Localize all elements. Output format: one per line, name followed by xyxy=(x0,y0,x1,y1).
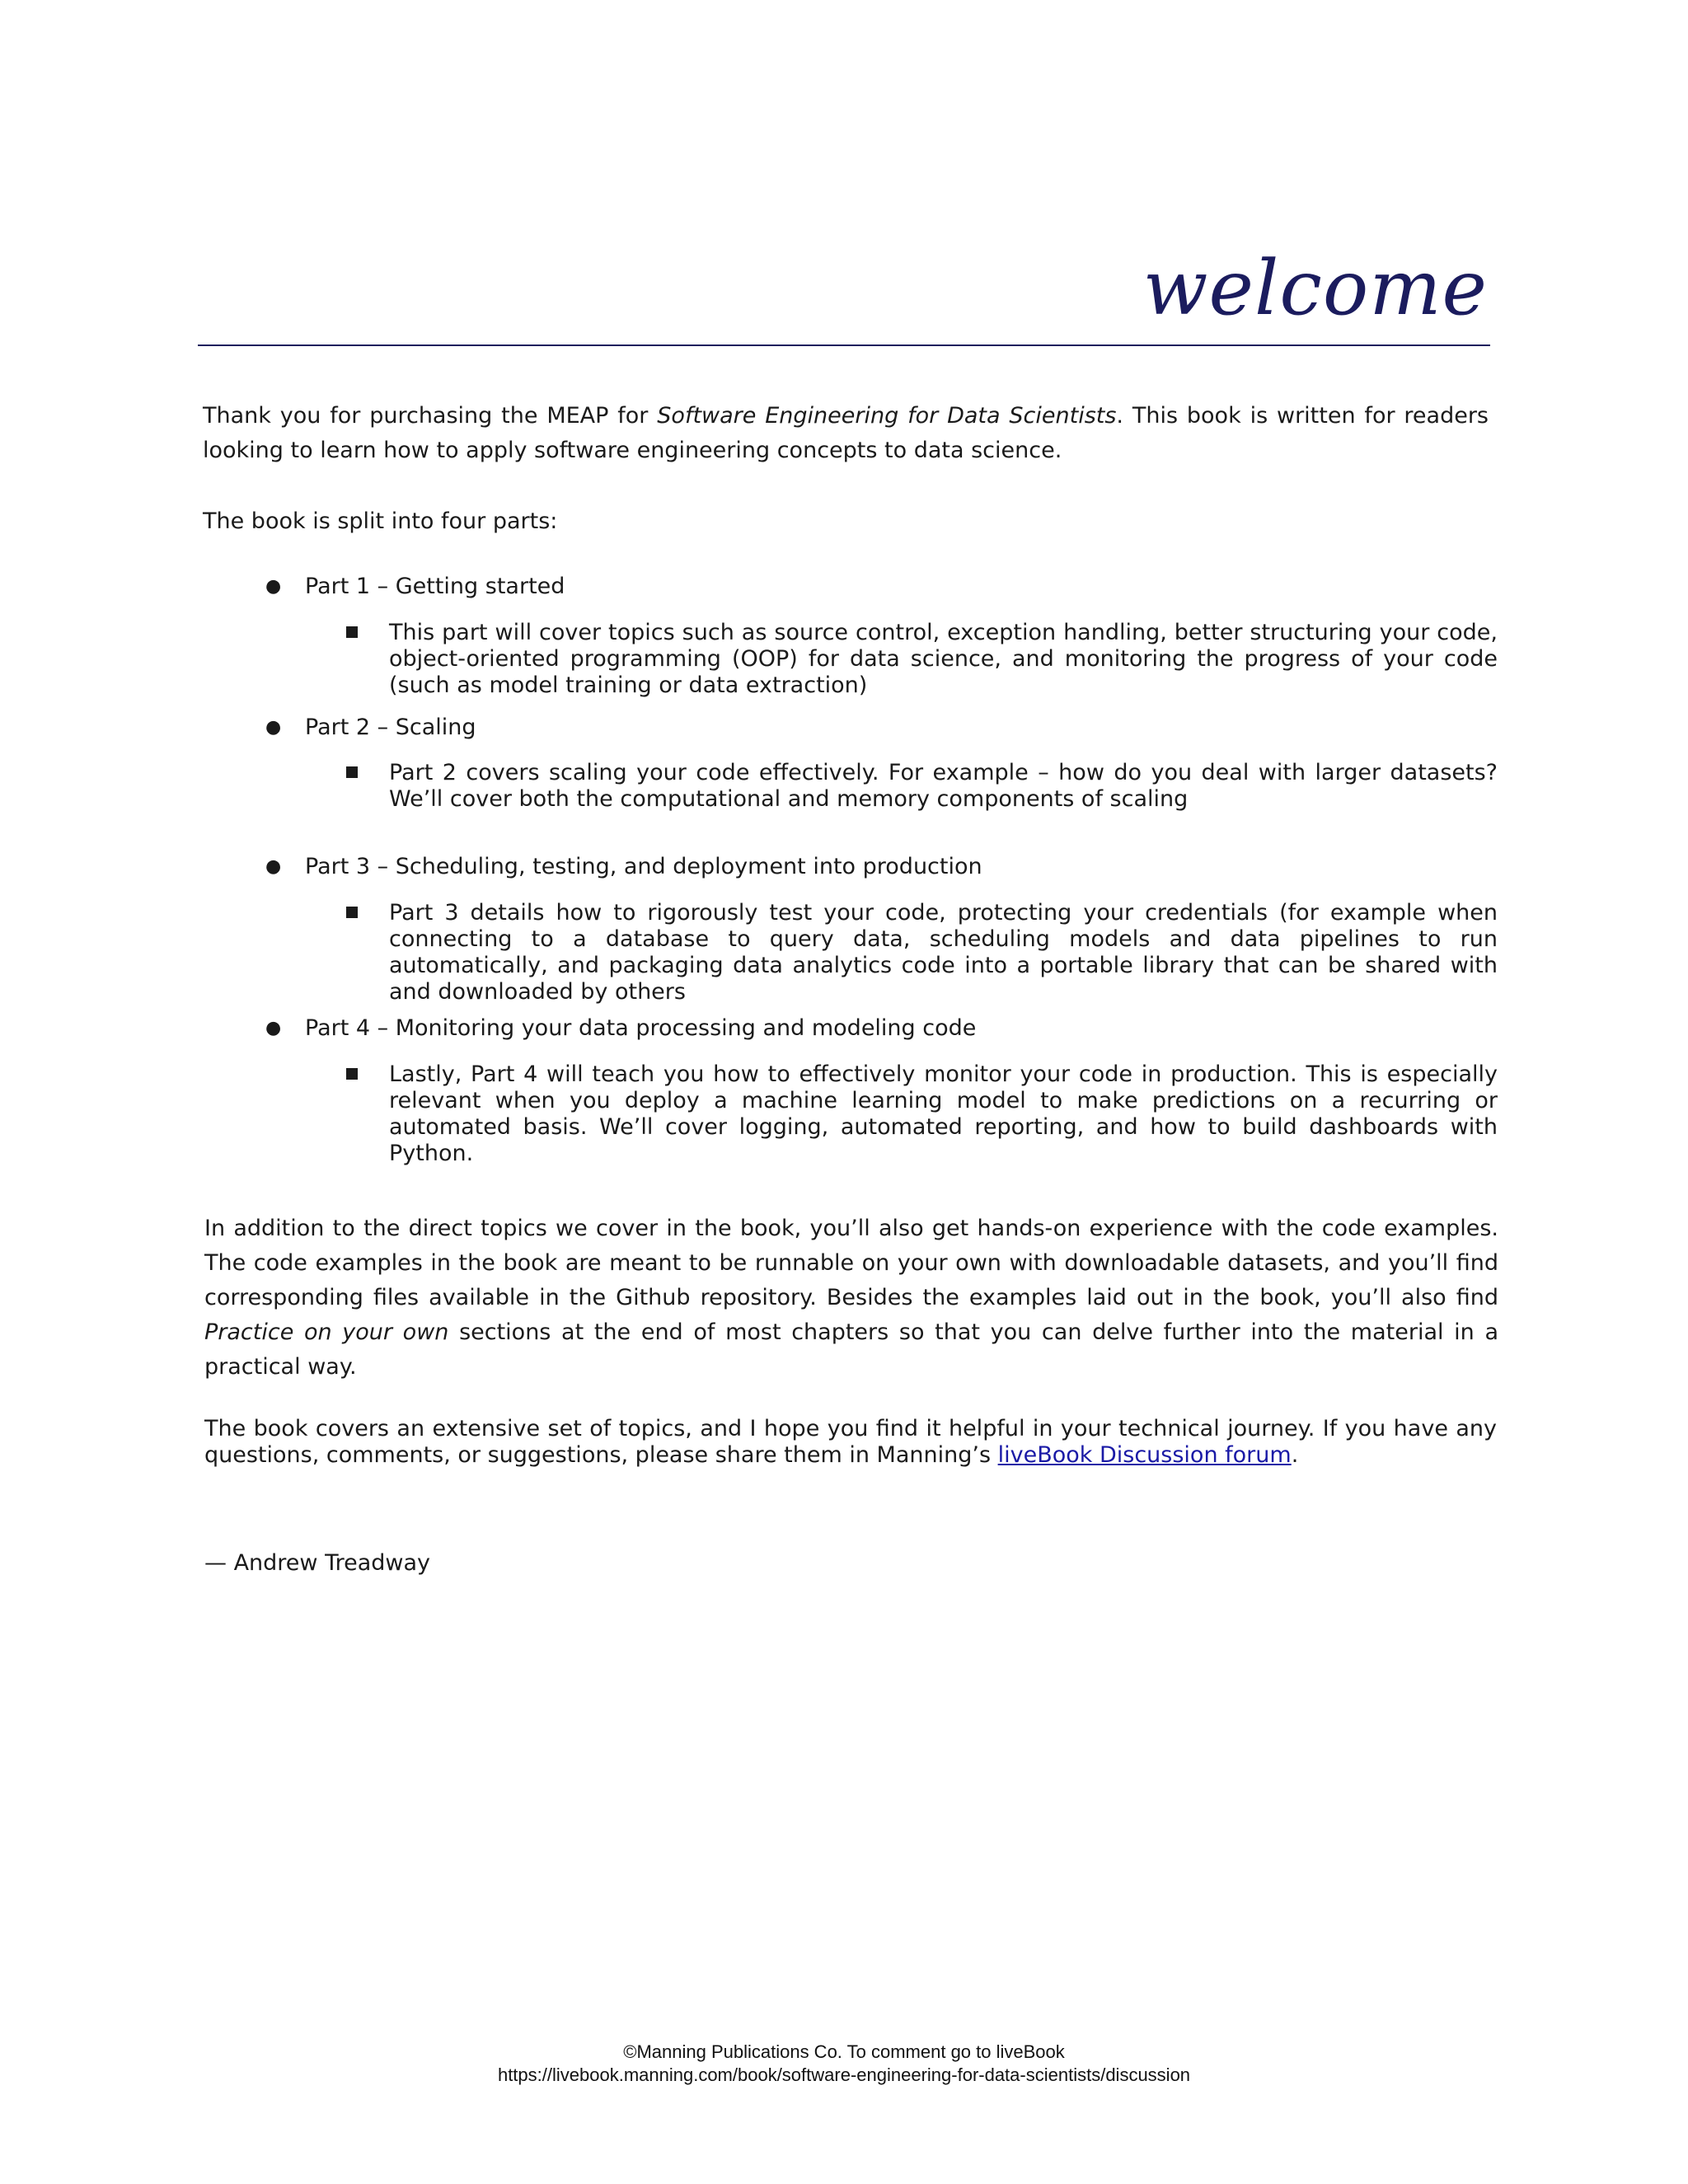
bullet-icon: ● xyxy=(265,856,282,877)
square-bullet-icon xyxy=(346,766,358,778)
part-detail-2 xyxy=(346,760,1500,813)
title-rule xyxy=(198,344,1490,346)
part-detail-1 xyxy=(346,620,1500,699)
closing-paragraph xyxy=(204,1416,1497,1469)
part-detail-text: Lastly, Part 4 will teach you how to effectively monitor your code in production. This is especially relevant when you deploy a machine learning model to make predictions on a recurring or automated basis. We’ll cover logging, automated reporting, and how to build dashboards with Python. xyxy=(389,1062,1498,1166)
intro-text-end: . This book is written for readers looking to learn how to apply software engineering concepts to data science. xyxy=(203,403,1489,463)
additional-text-end: sections at the end of most chapters so that you can delve further into the material in a practical way. xyxy=(204,1319,1498,1380)
bullet-icon: ● xyxy=(265,1018,282,1038)
page-footer xyxy=(0,2041,1688,2087)
part-detail-3 xyxy=(346,900,1500,1005)
part-detail-text: This part will cover topics such as source control, exception handling, better structuring your code, object-oriented programming (OOP) for data science, and monitoring the progress of your code (such as model training or data extraction) xyxy=(389,620,1498,698)
intro-paragraph xyxy=(203,399,1489,468)
additional-paragraph xyxy=(204,1212,1498,1385)
footer-url[interactable]: https://livebook.manning.com/book/software-engineering-for-data-scientists/discussion xyxy=(497,2064,1191,2085)
footer-copyright: ©Manning Publications Co. To comment go to liveBook xyxy=(623,2041,1065,2062)
square-bullet-icon xyxy=(346,907,358,918)
book-title: Software Engineering for Data Scientists xyxy=(657,403,1117,429)
part-label: Part 4 – Monitoring your data processing and modeling code xyxy=(305,1015,977,1041)
livebook-forum-link[interactable]: liveBook Discussion forum xyxy=(997,1442,1292,1468)
closing-text-start: The book covers an extensive set of topics, and I hope you find it helpful in your technical journey. If you have any questions, comments, or suggestions, please share them in Manning’s xyxy=(204,1416,1497,1468)
bullet-icon: ● xyxy=(265,576,282,597)
bullet-icon: ● xyxy=(265,717,282,738)
additional-text-start: In addition to the direct topics we cover in the book, you’ll also get hands-on experience with the code examples. The code examples in the book are meant to be runnable on your own with downloadable datasets, and you’ll find corresponding files available in the Github repository. Besides the examples laid out in the book, you’ll also find xyxy=(204,1216,1498,1310)
closing-text-end: . xyxy=(1291,1442,1299,1468)
part-label: Part 1 – Getting started xyxy=(305,574,565,599)
part-detail-4 xyxy=(346,1062,1500,1167)
square-bullet-icon xyxy=(346,1068,358,1080)
intro-text-start: Thank you for purchasing the MEAP for xyxy=(203,403,658,429)
part-label: Part 3 – Scheduling, testing, and deployment into production xyxy=(305,854,982,879)
part-detail-text: Part 2 covers scaling your code effectively. For example – how do you deal with larger datasets? We’ll cover both the computational and memory components of scaling xyxy=(389,760,1498,812)
page-title: welcome xyxy=(1142,244,1488,332)
practice-emphasis: Practice on your own xyxy=(204,1319,449,1345)
parts-intro: The book is split into four parts: xyxy=(203,509,558,534)
part-detail-text: Part 3 details how to rigorously test your code, protecting your credentials (for example when connecting to a database to query data, scheduling models and data pipelines to run automatically, and packaging data analytics code into a portable library that can be shared with and downloaded by others xyxy=(389,900,1498,1005)
author-signature: — Andrew Treadway xyxy=(204,1550,431,1576)
part-label: Part 2 – Scaling xyxy=(305,715,476,740)
square-bullet-icon xyxy=(346,626,358,638)
